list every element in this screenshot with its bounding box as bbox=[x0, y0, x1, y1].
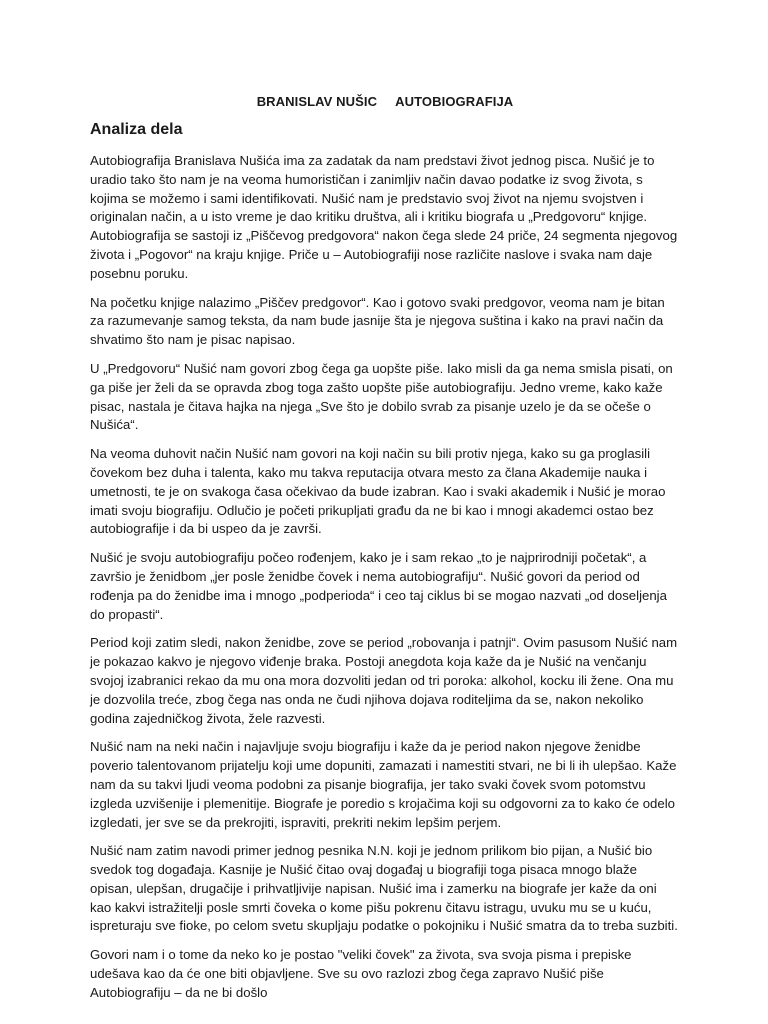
paragraph-8: Nušić nam zatim navodi primer jednog pesnika N.N. koji je jednom prilikom bio pijan, a Nušić bio svedok tog događaja. Kasnije je Nušić čitao ovaj događaj u biografiji toga pisaca mnogo blaže opisan, ulepšan, drugačije i prihvatljivije napisan. Nušić ima i zamerku na biografe jer kaže da oni kao kakvi istražitelji posle smrti čoveka o kome pišu pokrenu čitavu istragu, uvuku mu se u kuću, ispreturaju sve fioke, po celom svetu skupljaju podatke o pokojniku i Nušić smatra da to treba suzbiti. bbox=[90, 843, 678, 934]
title-work: AUTOBIOGRAFIJA bbox=[395, 94, 514, 109]
document-title bbox=[90, 94, 680, 109]
document-page bbox=[90, 94, 680, 1013]
paragraph-1: Autobiografija Branislava Nušića ima za zadatak da nam predstavi život jednog pisca. Nušić je to uradio tako što nam je na veoma humorističan i zanimljiv način davao podatke iz svog života, s kojima se možemo i sami identifikovati. Nušić nam je predstavio svoj život na njemu svojstven i originalan način, a u isto vreme je dao kritiku društva, ali i kritiku biografa u „Predgovoru“ knjige. Autobiografija se sastoji iz „Piščevog predgovora“ nakon čega slede 24 priče, 24 segmenta njegovog života i „Pogovor“ na kraju knjige. Priče u – Autobiografiji nose različite naslove i svaka nam daje posebnu poruku. bbox=[90, 153, 678, 281]
paragraph-5: Nušić je svoju autobiografiju počeo rođenjem, kako je i sam rekao „to je najprirodniji početak“, a završio je ženidbom „jer posle ženidbe čovek i nema autobiografiju“. Nušić govori da period od rođenja pa do ženidbe ima i mnogo „podperioda“ i ceo taj ciklus bi se mogao nazvati „od doseljenja do propasti“. bbox=[90, 550, 667, 622]
paragraph-7: Nušić nam na neki način i najavljuje svoju biografiju i kaže da je period nakon njegove ženidbe poverio talentovanom prijatelju koji ume dopuniti, zamazati i namestiti stvari, ne bi li ih ulepšao. Kaže nam da su takvi ljudi veoma podobni za pisanje biografija, jer tako svaki čovek svom potomstvu izgleda uzvišenije i plemenitije. Biografe je poredio s krojačima koji su odgovorni za to kako će odelo izgledati, jer sve se da prekrojiti, ispraviti, prekriti nekim lepšim perjem. bbox=[90, 739, 677, 830]
paragraph-9: Govori nam i o tome da neko ko je postao "veliki čovek" za života, sva svoja pisma i prepiske udešava kao da će one biti objavljene. Sve su ovo razlozi zbog čega zapravo Nušić piše Autobiografiju – da ne bi došlo bbox=[90, 947, 632, 1000]
paragraph-4: Na veoma duhovit način Nušić nam govori na koji način su bili protiv njega, kako su ga proglasili čovekom bez duha i talenta, kako mu takva reputacija otvara mesto za člana Akademije nauka i umetnosti, te je on svakoga časa očekivao da bude izabran. Kao i svaki akademik i Nušić je morao imati svoju biografiju. Odlučio je početi prikupljati građu da ne bi kao i mnogi akademci ostao bez autobiografije i da bi uspeo da je završi. bbox=[90, 446, 666, 537]
section-heading: Analiza dela bbox=[90, 121, 183, 138]
paragraph-3: U „Predgovoru“ Nušić nam govori zbog čega ga uopšte piše. Iako misli da ga nema smisla pisati, on ga piše jer želi da se opravda zbog toga zašto uopšte piše autobiografiju. Jedno vreme, kako kaže pisac, nastala je čitava hajka na njega „Sve što je dobilo svrab za pisanje uzelo je da se očeše o Nušića“. bbox=[90, 360, 673, 433]
paragraph-2: Na početku knjige nalazimo „Piščev predgovor“. Kao i gotovo svaki predgovor, veoma nam je bitan za razumevanje samog teksta, da nam bude jasnije šta je njegova suština i kako na pravi način da shvatimo što nam je pisac napisao. bbox=[90, 294, 665, 348]
title-author: BRANISLAV NUŠIC bbox=[256, 94, 378, 109]
paragraph-6: Period koji zatim sledi, nakon ženidbe, zove se period „robovanja i patnji“. Ovim pasusom Nušić nam je pokazao kakvo je njegovo viđenje braka. Postoji anegdota koja kaže da je Nušić na venčanju svojoj izabranici rekao da mu ona mora dozvoliti jedan od tri poroka: alkohol, kocku ili žene. Ona mu je dozvolila treće, zbog čega nas onda ne čudi njihova dojava roditeljima da se, nakon nekoliko godina zajedničkog života, žele razvesti. bbox=[90, 635, 678, 726]
